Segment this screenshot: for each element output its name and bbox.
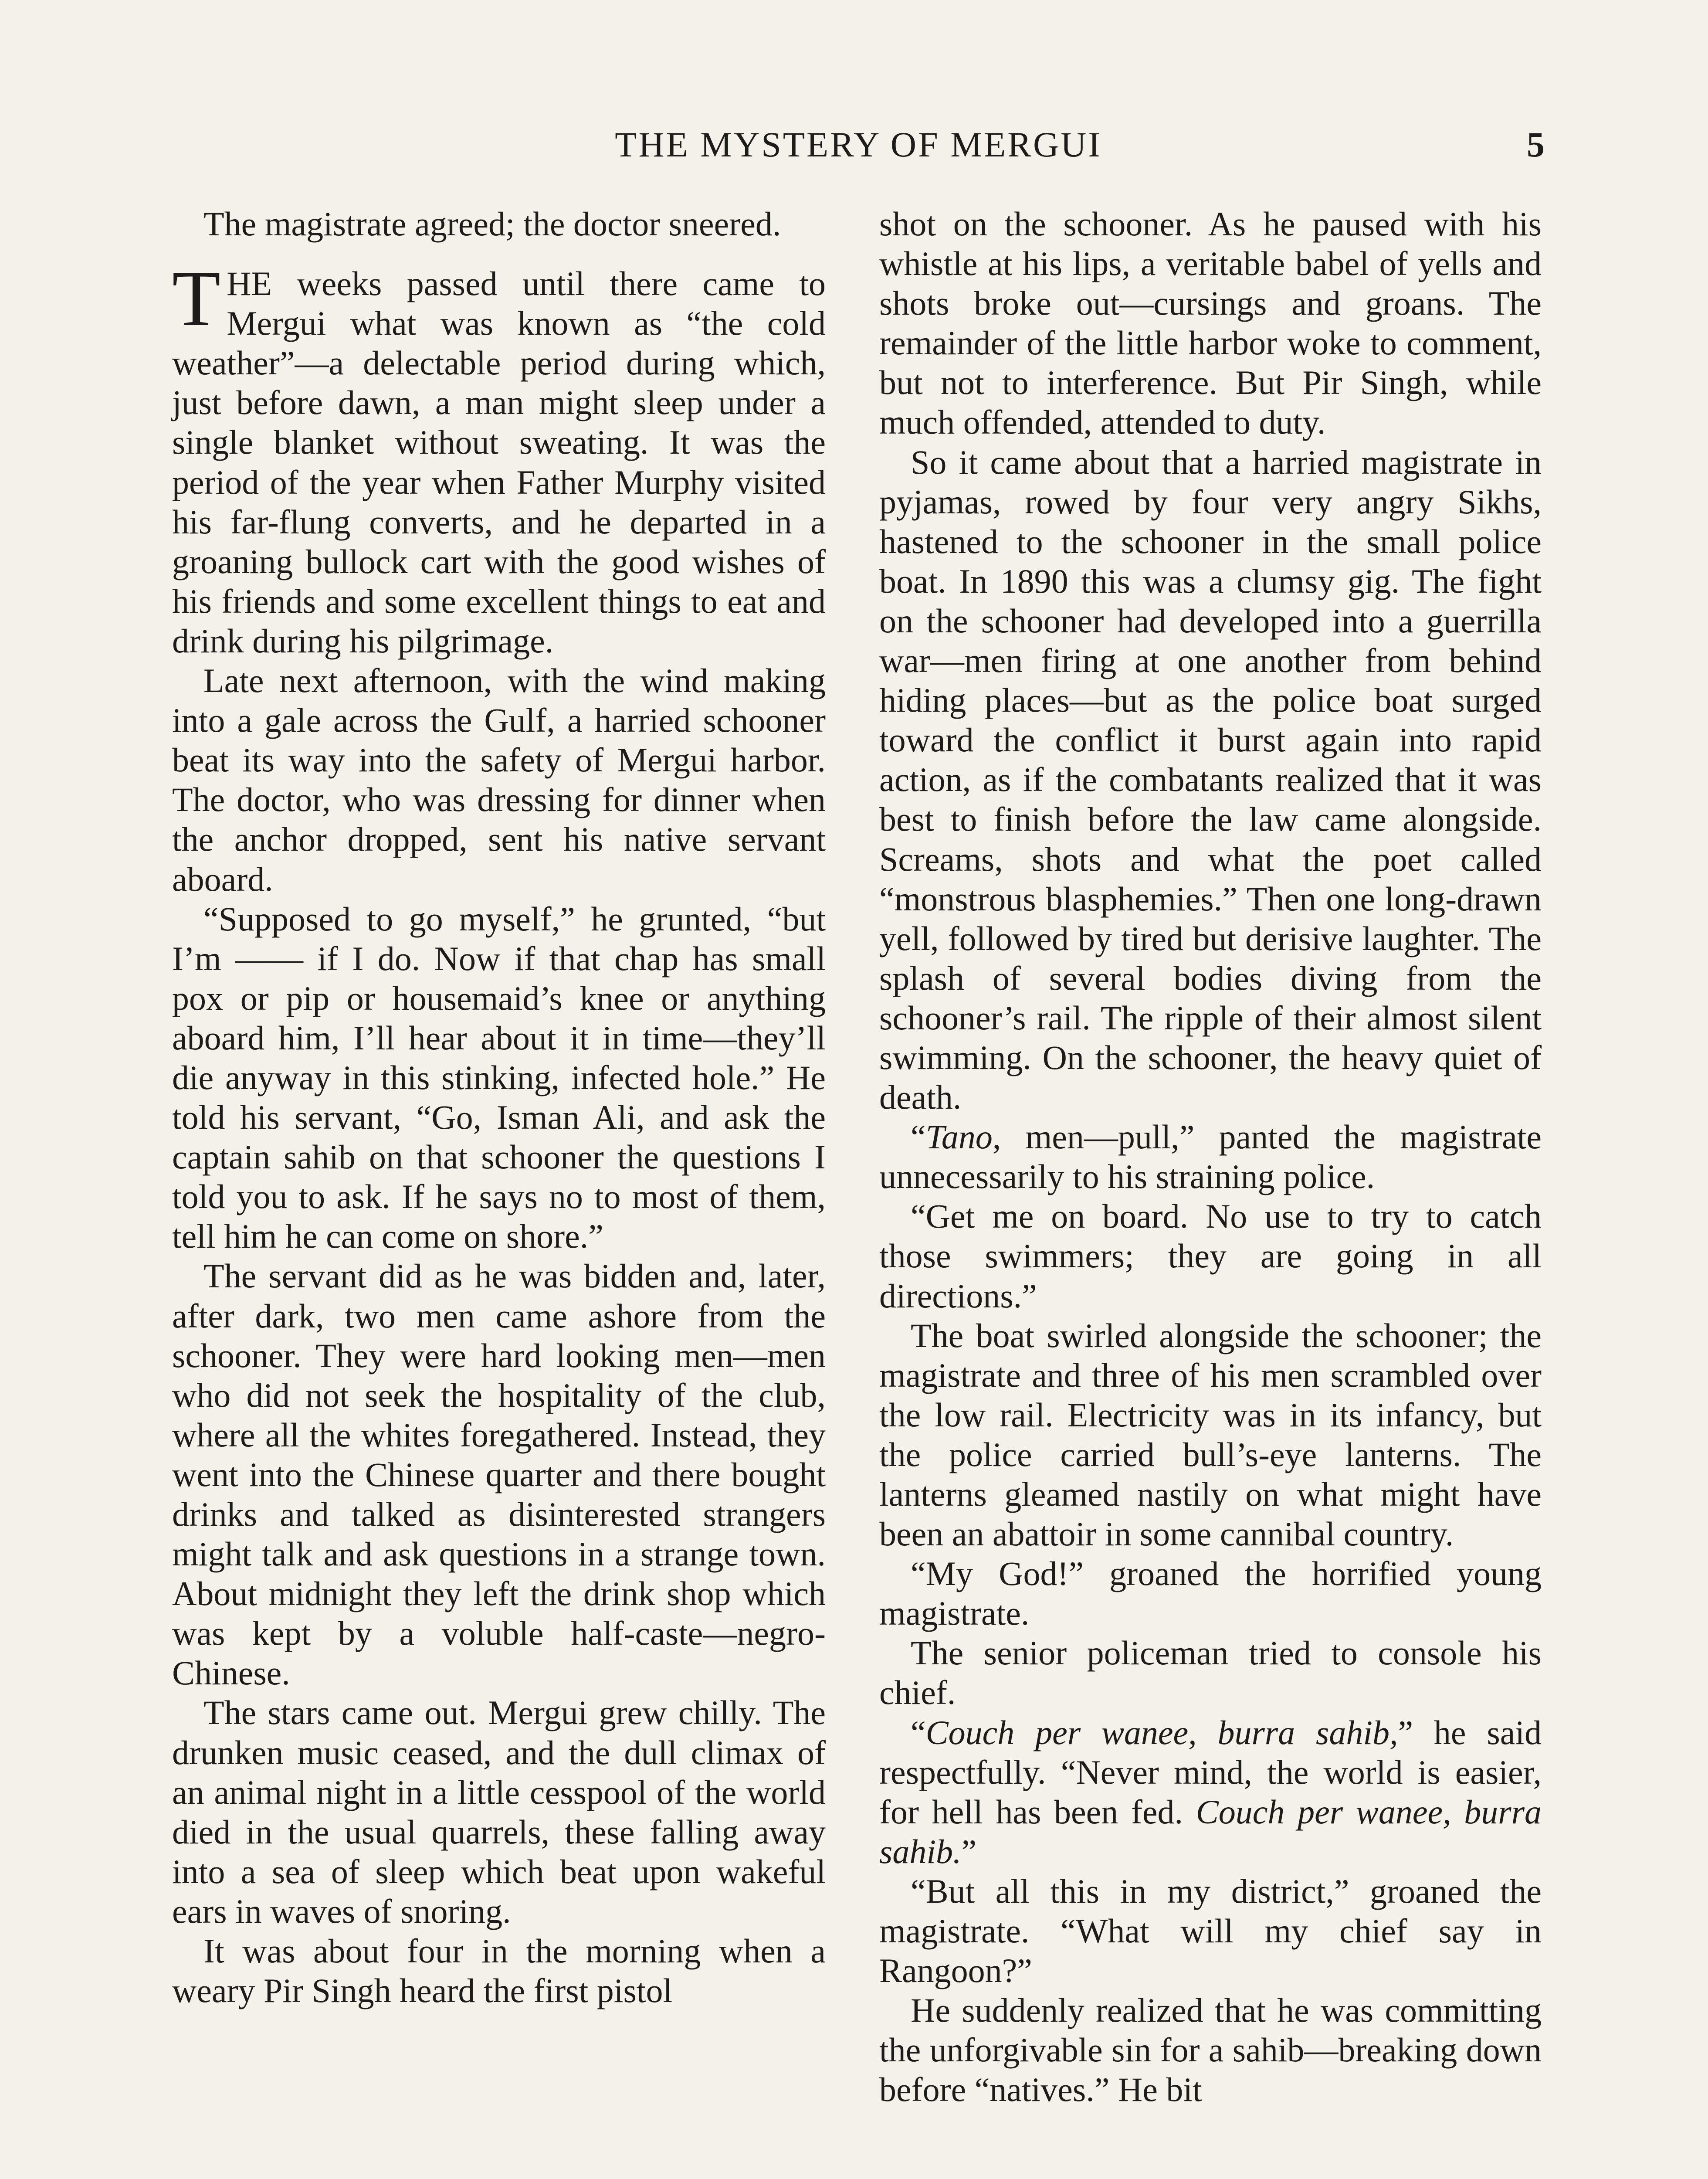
page-number: 5	[1527, 125, 1545, 164]
paragraph: “Get me on board. No use to try to catch those swimmers; they are going in all directions.”	[879, 1197, 1542, 1315]
paragraph: The servant did as he was bidden and, later, after dark, two men came ashore from the schooner. They were hard looking men—men who did not seek the hospitality of the club, where all the whites foregathered. Instead, they went into the Chinese quarter and there bought drinks and talked as disinterested strangers might talk and ask questions in a strange town. About midnight they left the drink shop which was kept by a voluble half-caste—negro-Chinese.	[172, 1257, 826, 1692]
paragraph	[879, 1713, 1542, 1871]
quote-mark: “	[911, 1118, 926, 1156]
paragraph: Late next afternoon, with the wind making into a gale across the Gulf, a harried schooner beat its way into the safety of Mergui harbor. The doctor, who was dressing for dinner when the anchor dropped, sent his native servant aboard.	[172, 662, 826, 898]
paragraph: It was about four in the morning when a weary Pir Singh heard the first pistol	[172, 1932, 826, 2010]
left-column	[172, 204, 826, 2010]
paragraph: shot on the schooner. As he paused with his whistle at his lips, a veritable babel of yells and shots broke out—cursings and groans. The remainder of the little harbor woke to comment, but not to interference. But Pir Singh, while much offended, attended to duty.	[879, 205, 1542, 441]
running-title: THE MYSTERY OF MERGUI	[615, 125, 1102, 164]
paragraph: So it came about that a harried magistrate in pyjamas, rowed by four very angry Sikhs, hastened to the schooner in the small police boat. In 1890 this was a clumsy gig. The fight on the schooner had developed into a guerrilla war—men firing at one another from behind hiding places—but as the police boat surged toward the conflict it burst again into rapid action, as if the combatants realized that it was best to finish before the law came alongside. Screams, shots and what the poet called “monstrous blasphemies.” Then one long-drawn yell, followed by tired but derisive laughter. The splash of several bodies diving from the schooner’s rail. The ripple of their almost silent swimming. On the schooner, the heavy quiet of death.	[879, 443, 1542, 1117]
paragraph-text: , men—pull,” panted the magistrate unnecessarily to his straining police.	[879, 1118, 1542, 1196]
paragraph: The magistrate agreed; the doctor sneered.	[203, 205, 781, 243]
paragraph-text: HE weeks passed until there came to Mergui what was known as “the cold weather”—a delectable period during which, just before dawn, a man might sleep under a single blanket without sweating. It was the period of the year when Father Murphy visited his far-flung converts, and he departed in a groaning bullock cart with the good wishes of his friends and some excellent things to eat and drink during his pilgrimage.	[172, 265, 826, 660]
paragraph: “My God!” groaned the horrified young magistrate.	[879, 1554, 1542, 1633]
paragraph: He suddenly realized that he was committing the unforgivable sin for a sahib—breaking down before “natives.” He bit	[879, 1991, 1542, 2109]
right-column	[879, 204, 1542, 2110]
paragraph	[879, 1117, 1542, 1196]
italic-phrase: Couch per wanee, burra sahib.	[879, 1792, 1542, 1870]
quote-mark: “	[911, 1713, 926, 1751]
page-header	[172, 124, 1545, 172]
paragraph: “Supposed to go myself,” he grunted, “but I’m —— if I do. Now if that chap has small pox or pip or housemaid’s knee or anything aboard him, I’ll hear about it in time—they’ll die anyway in this stinking, infected hole.” He told his servant, “Go, Isman Ali, and ask the captain sahib on that schooner the questions I told you to ask. If he says no to most of them, tell him he can come on shore.”	[172, 899, 826, 1256]
paragraph: “But all this in my district,” groaned the magistrate. “What will my chief say in Rangoon?”	[879, 1872, 1542, 1990]
quote-mark: ”	[961, 1832, 977, 1870]
paragraph-text: ” he said respectfully. “Never mind, the world is easier, for hell has been fed.	[879, 1713, 1542, 1831]
paragraph: The boat swirled alongside the schooner; the magistrate and three of his men scrambled over the low rail. Electricity was in its infancy, but the police carried bull’s-eye lanterns. The lanterns gleamed nastily on what might have been an abattoir in some cannibal country.	[879, 1316, 1542, 1553]
paragraph: The stars came out. Mergui grew chilly. The drunken music ceased, and the dull climax of an animal night in a little cesspool of the world died in the usual quarrels, these falling away into a sea of sleep which beat upon wakeful ears in waves of snoring.	[172, 1694, 826, 1930]
paragraph-dropcap	[172, 255, 826, 661]
italic-phrase: Couch per wanee, burra sahib,	[925, 1713, 1398, 1751]
paragraph: The senior policeman tried to console his chief.	[879, 1634, 1542, 1712]
drop-cap: T	[172, 255, 221, 343]
italic-word: Tano	[925, 1118, 993, 1156]
